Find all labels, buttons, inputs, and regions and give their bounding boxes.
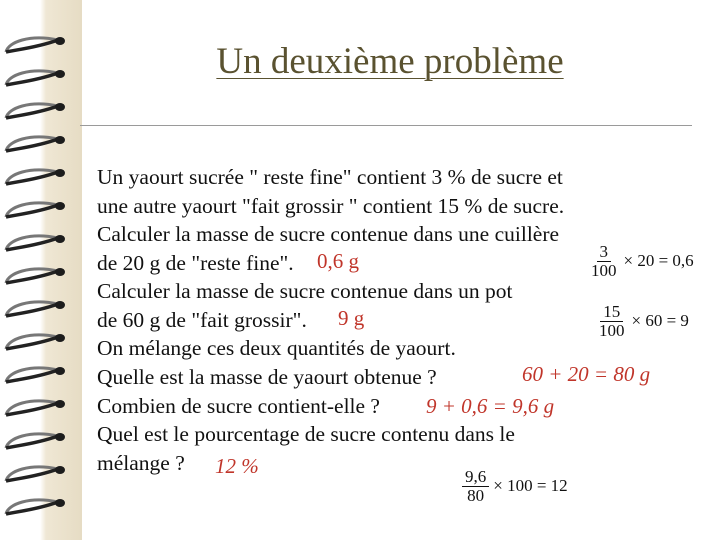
spiral-ring: [6, 334, 65, 349]
text-line-4: de 20 g de "reste fine".: [97, 251, 294, 275]
formula-percentage: [462, 468, 568, 505]
fraction: [462, 468, 489, 505]
spiral-ring: [6, 433, 65, 448]
spiral-ring: [6, 466, 65, 481]
text-line-2: une autre yaourt "fait grossir " contient 15 % de sucre.: [97, 194, 565, 218]
spiral-ring: [6, 202, 65, 217]
spiral-ring: [6, 136, 65, 151]
formula-rest: × 20 = 0,6: [623, 251, 694, 271]
title-divider: [80, 125, 692, 126]
text-line-8: Quelle est la masse de yaourt obtenue ?: [97, 365, 437, 389]
spiral-ring: [6, 499, 65, 514]
text-line-5: Calculer la masse de sucre contenue dans un pot: [97, 279, 513, 303]
text-line-7: On mélange ces deux quantités de yaourt.: [97, 336, 456, 360]
text-line-11: mélange ?: [97, 451, 185, 475]
spiral-ring: [6, 301, 65, 316]
answer-percentage: 12 %: [215, 454, 259, 478]
spiral-ring: [6, 169, 65, 184]
spiral-ring: [6, 367, 65, 382]
text-line-10: Quel est le pourcentage de sucre contenu dans le: [97, 422, 515, 446]
text-line-9: Combien de sucre contient-elle ?: [97, 394, 380, 418]
answer-sugar-spoon: 0,6 g: [317, 249, 359, 273]
spiral-ring: [6, 268, 65, 283]
fraction-denominator: 100: [591, 260, 617, 280]
fraction: [596, 303, 628, 340]
fraction-numerator: 15: [600, 303, 623, 322]
formula-spoon: [588, 243, 694, 280]
fraction: [588, 243, 620, 280]
answer-sugar-pot: 9 g: [338, 306, 365, 330]
formula-rest: × 100 = 12: [493, 476, 568, 496]
answer-total-mass: 60 + 20 = 80 g: [522, 362, 651, 386]
formula-rest: × 60 = 9: [631, 311, 689, 331]
spiral-ring: [6, 400, 65, 415]
text-line-1: Un yaourt sucrée " reste fine" contient 3 % de sucre et: [97, 165, 563, 189]
formula-pot: [596, 303, 689, 340]
text-line-3: Calculer la masse de sucre contenue dans une cuillère: [97, 222, 560, 246]
fraction-numerator: 3: [597, 243, 612, 262]
text-line-6: de 60 g de "fait grossir".: [97, 308, 307, 332]
fraction-denominator: 80: [467, 485, 485, 505]
spiral-ring: [6, 235, 65, 250]
answer-total-sugar: 9 + 0,6 = 9,6 g: [426, 394, 555, 418]
page-title: Un deuxième problème: [216, 41, 564, 82]
fraction-denominator: 100: [599, 320, 625, 340]
fraction-numerator: 9,6: [462, 468, 489, 487]
spiral-ring: [6, 103, 65, 118]
